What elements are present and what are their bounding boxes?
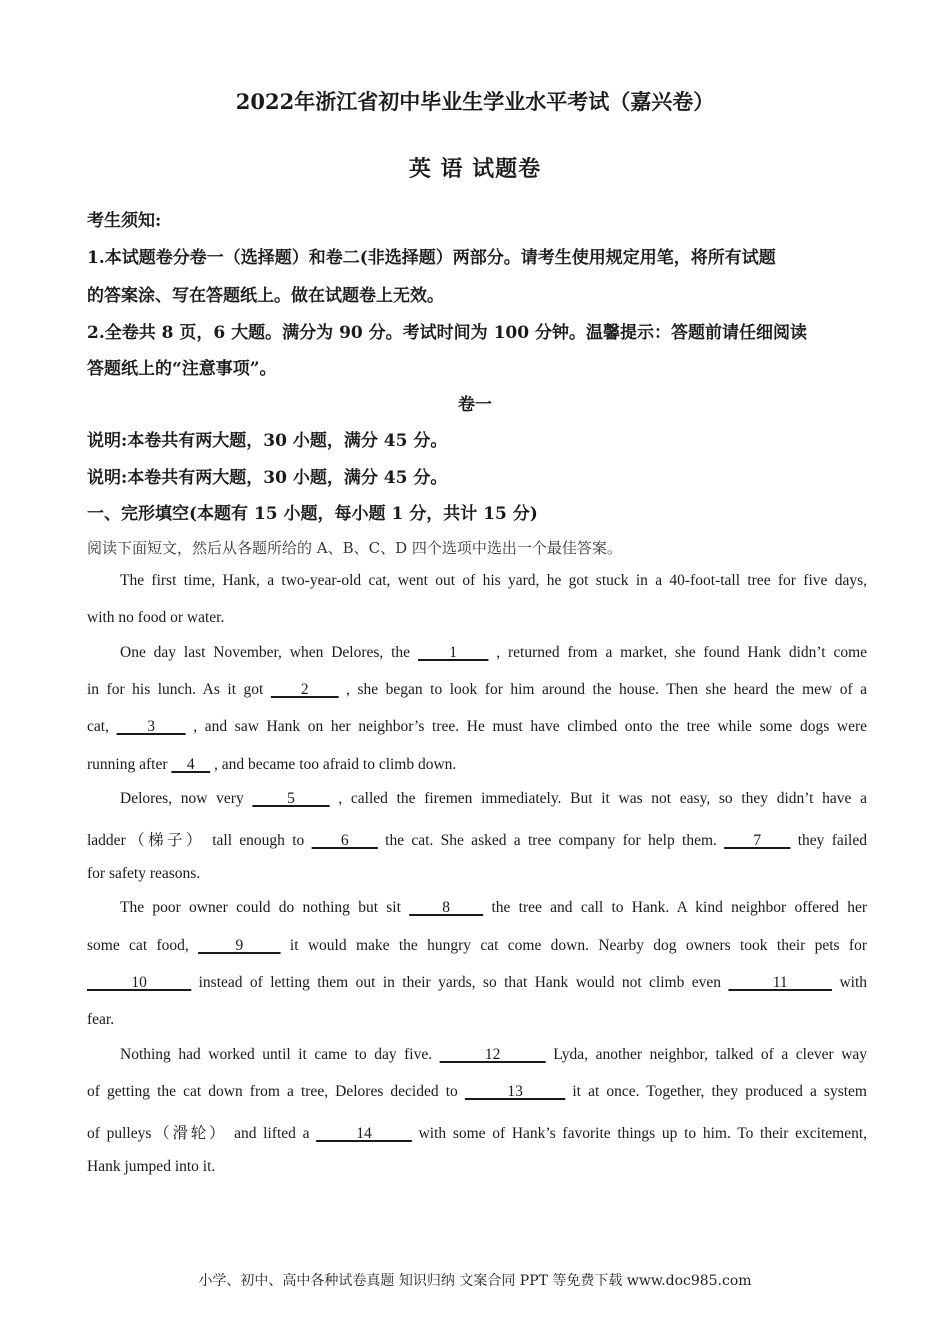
page-title: 2022年浙江省初中毕业生学业水平考试（嘉兴卷） xyxy=(235,89,715,114)
passage-text: Delores, now very xyxy=(120,790,253,807)
passage-text: with xyxy=(832,974,867,991)
passage-text: running after xyxy=(87,756,172,773)
section-heading: 一、完形填空(本题有 15 小题，每小题 1 分，共计 15 分) xyxy=(87,504,538,524)
notice-line: 2.全卷共 8 页，6 大题。满分为 90 分。考试时间为 100 分钟。温馨提示：答题前请任细阅读 xyxy=(87,323,807,343)
passage-text: Nothing had worked until it came to day five. xyxy=(120,1046,440,1063)
blank-10: 10 xyxy=(87,974,192,991)
passage-line xyxy=(120,1046,867,1064)
passage-line: The first time, Hank, a two-year-old cat, went out of his yard, he got stuck in a 40-foot-tall tree for five days, xyxy=(120,572,867,589)
passage-line: fear. xyxy=(87,1011,115,1028)
passage-line xyxy=(120,790,867,808)
blank-2: 2 xyxy=(270,681,339,698)
passage-text: the cat. She asked a tree company for help them. xyxy=(377,832,725,849)
blank-8: 8 xyxy=(409,899,484,916)
notice-line: 1.本试题卷分卷一（选择题）和卷二(非选择题）两部分。请考生使用规定用笔，将所有试题 xyxy=(87,248,776,268)
passage-text: instead of letting them out in their yards, so that Hank would not climb even xyxy=(191,974,729,991)
passage-text: ladder（梯子） tall enough to xyxy=(87,832,312,849)
blank-9: 9 xyxy=(198,937,281,954)
passage-line xyxy=(87,756,867,774)
blank-1: 1 xyxy=(417,644,489,661)
passage-line xyxy=(87,974,867,992)
passage-text: , and became too afraid to climb down. xyxy=(210,756,457,773)
volume-heading: 卷一 xyxy=(458,395,492,415)
passage-line xyxy=(87,1083,867,1101)
passage-text: , she began to look for him around the house. Then she heard the mew of a xyxy=(338,681,867,698)
notice-line: 答题纸上的“注意事项”。 xyxy=(87,359,277,379)
blank-5: 5 xyxy=(252,790,330,807)
passage-text: it would make the hungry cat come down. Nearby dog owners took their pets for xyxy=(280,937,868,954)
passage-line xyxy=(120,644,867,662)
passage-line: with no food or water. xyxy=(87,609,225,626)
passage-text: One day last November, when Delores, the xyxy=(120,644,418,661)
passage-line xyxy=(87,937,867,955)
passage-text: in for his lunch. As it got xyxy=(87,681,271,698)
page-footer: 小学、初中、高中各种试卷真题 知识归纳 文案合同 PPT 等免费下载 www.doc985.com xyxy=(198,1273,752,1289)
passage-line xyxy=(87,828,867,850)
passage-text: it at once. Together, they produced a system xyxy=(565,1083,867,1100)
passage-text: they failed xyxy=(790,832,867,849)
blank-12: 12 xyxy=(439,1046,546,1063)
passage-line xyxy=(87,1121,867,1143)
passage-line xyxy=(87,718,867,736)
passage-line: for safety reasons. xyxy=(87,865,201,882)
blank-14: 14 xyxy=(316,1125,412,1142)
passage-text: The poor owner could do nothing but sit xyxy=(120,899,410,916)
blank-6: 6 xyxy=(311,832,378,849)
blank-7: 7 xyxy=(724,832,791,849)
passage-line xyxy=(120,899,867,917)
volume-note: 说明:本卷共有两大题，30 小题，满分 45 分。 xyxy=(87,468,448,488)
notice-heading: 考生须知: xyxy=(87,211,162,231)
page-subtitle: 英 语 试题卷 xyxy=(408,156,542,182)
passage-text: with some of Hank’s favorite things up to him. To their excitement, xyxy=(411,1125,868,1142)
passage-text: some cat food, xyxy=(87,937,199,954)
notice-line: 的答案涂、写在答题纸上。做在试题卷上无效。 xyxy=(87,286,444,306)
passage-line xyxy=(87,681,867,699)
passage-text: the tree and call to Hank. A kind neighbor offered her xyxy=(483,899,868,916)
blank-11: 11 xyxy=(728,974,833,991)
passage-text: cat, xyxy=(87,718,117,735)
section-instruction: 阅读下面短文，然后从各题所给的 A、B、C、D 四个选项中选出一个最佳答案。 xyxy=(87,539,622,557)
passage-line: Hank jumped into it. xyxy=(87,1158,216,1175)
passage-text: , and saw Hank on her neighbor’s tree. He must have climbed onto the tree while some dogs were xyxy=(185,718,867,735)
passage-text: of getting the cat down from a tree, Delores decided to xyxy=(87,1083,465,1100)
passage-text: , returned from a market, she found Hank didn’t come xyxy=(488,644,868,661)
passage-text: of pulleys（滑轮） and lifted a xyxy=(87,1125,317,1142)
passage-text: , called the firemen immediately. But it was not easy, so they didn’t have a xyxy=(329,790,867,807)
volume-note: 说明:本卷共有两大题，30 小题，满分 45 分。 xyxy=(87,431,448,451)
blank-3: 3 xyxy=(116,718,186,735)
passage-text: Lyda, another neighbor, talked of a clever way xyxy=(545,1046,868,1063)
blank-13: 13 xyxy=(464,1083,566,1100)
blank-4: 4 xyxy=(171,756,211,773)
